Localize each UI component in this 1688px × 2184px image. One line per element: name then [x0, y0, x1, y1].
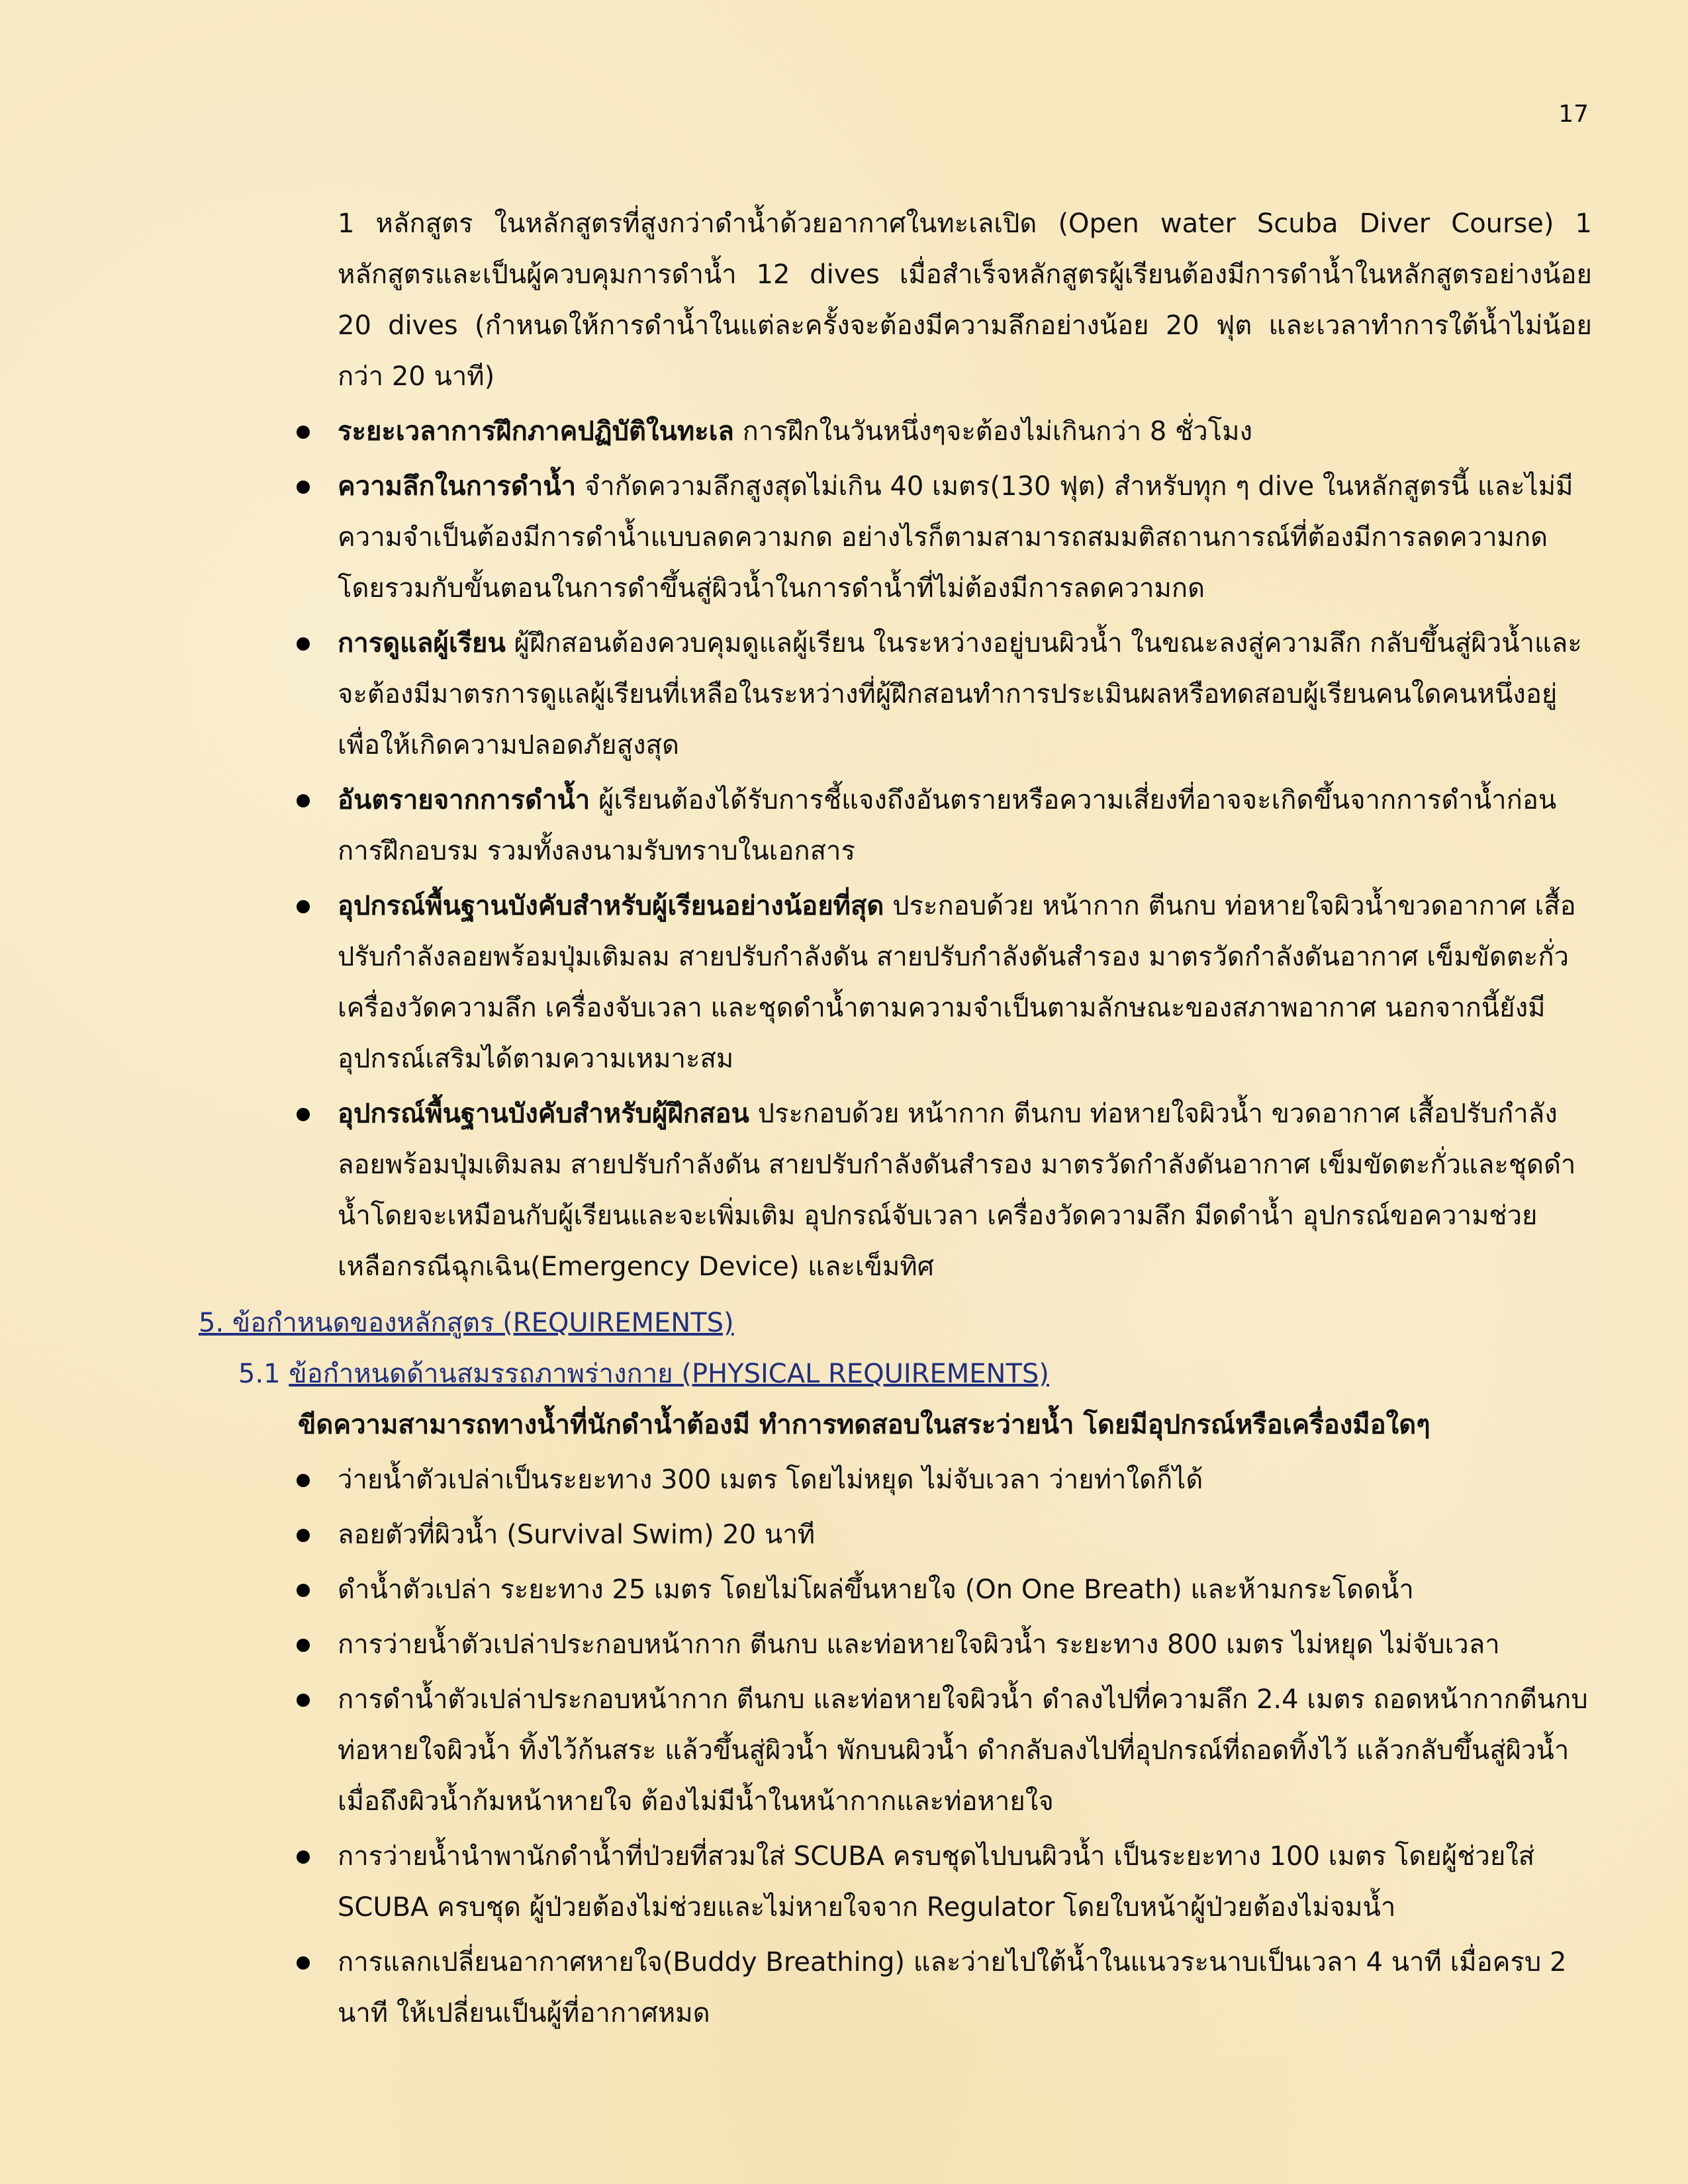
list-item: [199, 1831, 1592, 1933]
list-item: [199, 461, 1592, 614]
bullet-icon: [297, 1639, 310, 1652]
item-text: การว่ายน้ำตัวเปล่าประกอบหน้ากาก ตีนกบ และท่อหายใจผิวน้ำ ระยะทาง 800 เมตร ไม่หยุด ไม่จับเวลา: [338, 1629, 1500, 1660]
item-heading: การดูแลผู้เรียน: [338, 628, 506, 659]
item-text: ประกอบด้วย หน้ากาก ตีนกบ ท่อหายใจผิวน้ำ ขวดอากาศ เสื้อปรับกำลังลอยพร้อมปุ่มเติมลม สายปรับกำลังดัน สายปรับกำลังดันสำรอง มาตรวัดกำลังดันอากาศ เข็มขัดตะกั่วและชุดดำน้ำโดยจะเหมือนกับผู้เรียนและจะเพิ่มเติม อุปกรณ์จับเวลา เครื่องวัดความลึก มีดดำน้ำ อุปกรณ์ขอความช่วยเหลือกรณีฉุกเฉิน(Emergency Device) และเข็มทิศ: [338, 1099, 1576, 1282]
section-5-1-number: 5.1: [238, 1359, 281, 1389]
section-5-heading: [199, 1298, 1592, 1349]
item-heading: อุปกรณ์พื้นฐานบังคับสำหรับผู้ฝึกสอน: [338, 1099, 749, 1129]
item-text: การว่ายน้ำนำพานักดำน้ำที่ป่วยที่สวมใส่ SCUBA ครบชุดไปบนผิวน้ำ เป็นระยะทาง 100 เมตร โดยผู้ช่วยใส่ SCUBA ครบชุด ผู้ป่วยต้องไม่ช่วยและไม่หายใจจาก Regulator โดยใบหน้าผู้ป่วยต้องไม่จมน้ำ: [338, 1841, 1535, 1923]
bullet-icon: [297, 1694, 310, 1707]
section-5-1-title: ข้อกำหนดด้านสมรรถภาพร่างกาย (PHYSICAL REQUIREMENTS): [289, 1359, 1049, 1389]
page-number: 17: [1558, 101, 1589, 128]
course-rules-list: [199, 406, 1592, 1293]
item-text: ผู้เรียนต้องได้รับการชี้แจงถึงอันตรายหรือความเสี่ยงที่อาจจะเกิดขึ้นจากการดำน้ำก่อนการฝึกอบรม รวมทั้งลงนามรับทราบในเอกสาร: [338, 785, 1557, 866]
bullet-icon: [297, 480, 310, 494]
item-text: จำกัดความลึกสูงสุดไม่เกิน 40 เมตร(130 ฟุต) สำหรับทุก ๆ dive ในหลักสูตรนี้ และไม่มีความจำเป็นต้องมีการดำน้ำแบบลดความกด อย่างไรก็ตามสามารถสมมติสถานการณ์ที่ต้องมีการลดความกดโดยรวมกับขั้นตอนในการดำขึ้นสู่ผิวน้ำในการดำน้ำที่ไม่ต้องมีการลดความกด: [338, 471, 1573, 604]
section-5-1-heading: [238, 1349, 1592, 1400]
item-text: ว่ายน้ำตัวเปล่าเป็นระยะทาง 300 เมตร โดยไม่หยุด ไม่จับเวลา ว่ายท่าใดก็ได้: [338, 1465, 1203, 1495]
section-5-title: 5. ข้อกำหนดของหลักสูตร (REQUIREMENTS): [199, 1308, 734, 1338]
list-item: [199, 1619, 1592, 1670]
list-item: [199, 1455, 1592, 1506]
list-item: [199, 1565, 1592, 1615]
bullet-icon: [297, 1474, 310, 1487]
item-text: ดำน้ำตัวเปล่า ระยะทาง 25 เมตร โดยไม่โผล่ขึ้นหายใจ (On One Breath) และห้ามกระโดดน้ำ: [338, 1574, 1414, 1605]
item-text: การดำน้ำตัวเปล่าประกอบหน้ากาก ตีนกบ และท่อหายใจผิวน้ำ ดำลงไปที่ความลึก 2.4 เมตร ถอดหน้ากากตีนกบ ท่อหายใจผิวน้ำ ทิ้งไว้ก้นสระ แล้วขึ้นสู่ผิวน้ำ พักบนผิวน้ำ ดำกลับลงไปที่อุปกรณ์ที่ถอดทิ้งไว้ แล้วกลับขึ้นสู่ผิวน้ำ เมื่อถึงผิวน้ำก้มหน้าหายใจ ต้องไม่มีน้ำในหน้ากากและท่อหายใจ: [338, 1684, 1588, 1817]
item-text: ผู้ฝึกสอนต้องควบคุมดูแลผู้เรียน ในระหว่างอยู่บนผิวน้ำ ในขณะลงสู่ความลึก กลับขึ้นสู่ผิวน้ำและจะต้องมีมาตรการดูแลผู้เรียนที่เหลือในระหว่างที่ผู้ฝึกสอนทำการประเมินผลหรือทดสอบผู้เรียนคนใดคนหนึ่งอยู่เพื่อให้เกิดความปลอดภัยสูงสุด: [338, 628, 1582, 760]
item-text: ประกอบด้วย หน้ากาก ตีนกบ ท่อหายใจผิวน้ำขวดอากาศ เสื้อปรับกำลังลอยพร้อมปุ่มเติมลม สายปรับกำลังดัน สายปรับกำลังดันสำรอง มาตรวัดกำลังดันอากาศ เข็มขัดตะกั่ว เครื่องวัดความลึก เครื่องจับเวลา และชุดดำน้ำตามความจำเป็นตามลักษณะของสภาพอากาศ นอกจากนี้ยังมีอุปกรณ์เสริมได้ตามความเหมาะสม: [338, 891, 1576, 1074]
item-text: การฝึกในวันหนึ่งๆจะต้องไม่เกินกว่า 8 ชั่วโมง: [733, 416, 1253, 447]
list-item: [199, 881, 1592, 1085]
item-heading: อุปกรณ์พื้นฐานบังคับสำหรับผู้เรียนอย่างน้อยที่สุด: [338, 891, 884, 921]
bullet-icon: [297, 1584, 310, 1597]
item-text: การแลกเปลี่ยนอากาศหายใจ(Buddy Breathing) และว่ายไปใต้น้ำในแนวระนาบเป็นเวลา 4 นาที เมื่อครบ 2 นาที ให้เปลี่ยนเป็นผู้ที่อากาศหมด: [338, 1947, 1567, 2028]
list-item: [199, 1674, 1592, 1827]
list-item: [199, 1937, 1592, 2039]
bullet-icon: [297, 1529, 310, 1542]
bullet-icon: [297, 1108, 310, 1121]
bullet-icon: [297, 1956, 310, 1970]
list-item: [199, 775, 1592, 877]
list-item: [199, 1089, 1592, 1293]
bullet-icon: [297, 900, 310, 913]
physical-requirements-list: [199, 1455, 1592, 2039]
item-text: ลอยตัวที่ผิวน้ำ (Survival Swim) 20 นาที: [338, 1520, 816, 1550]
page-content: [199, 199, 1592, 2043]
list-item: [199, 618, 1592, 771]
section-5-1-subheading: ขีดความสามารถทางน้ำที่นักดำน้ำต้องมี ทำการทดสอบในสระว่ายน้ำ โดยมีอุปกรณ์หรือเครื่องมือใดๆ: [298, 1410, 1430, 1440]
bullet-icon: [297, 637, 310, 651]
list-item: [199, 1510, 1592, 1561]
item-heading: ระยะเวลาการฝึกภาคปฏิบัติในทะเล: [338, 416, 734, 447]
item-heading: ความลึกในการดำน้ำ: [338, 471, 577, 502]
intro-paragraph: 1 หลักสูตร ในหลักสูตรที่สูงกว่าดำน้ำด้วยอากาศในทะเลเปิด (Open water Scuba Diver Course) 1 หลักสูตรและเป็นผู้ควบคุมการดำน้ำ 12 dives เมื่อสำเร็จหลักสูตรผู้เรียนต้องมีการดำน้ำในหลักสูตรอย่างน้อย 20 dives (กำหนดให้การดำน้ำในแต่ละครั้งจะต้องมีความลึกอย่างน้อย 20 ฟุต และเวลาทำการใต้น้ำไม่น้อยกว่า 20 นาที): [338, 208, 1592, 392]
list-item: [199, 406, 1592, 457]
bullet-icon: [297, 426, 310, 439]
item-heading: อันตรายจากการดำน้ำ: [338, 785, 590, 815]
bullet-icon: [297, 1850, 310, 1864]
bullet-icon: [297, 794, 310, 807]
